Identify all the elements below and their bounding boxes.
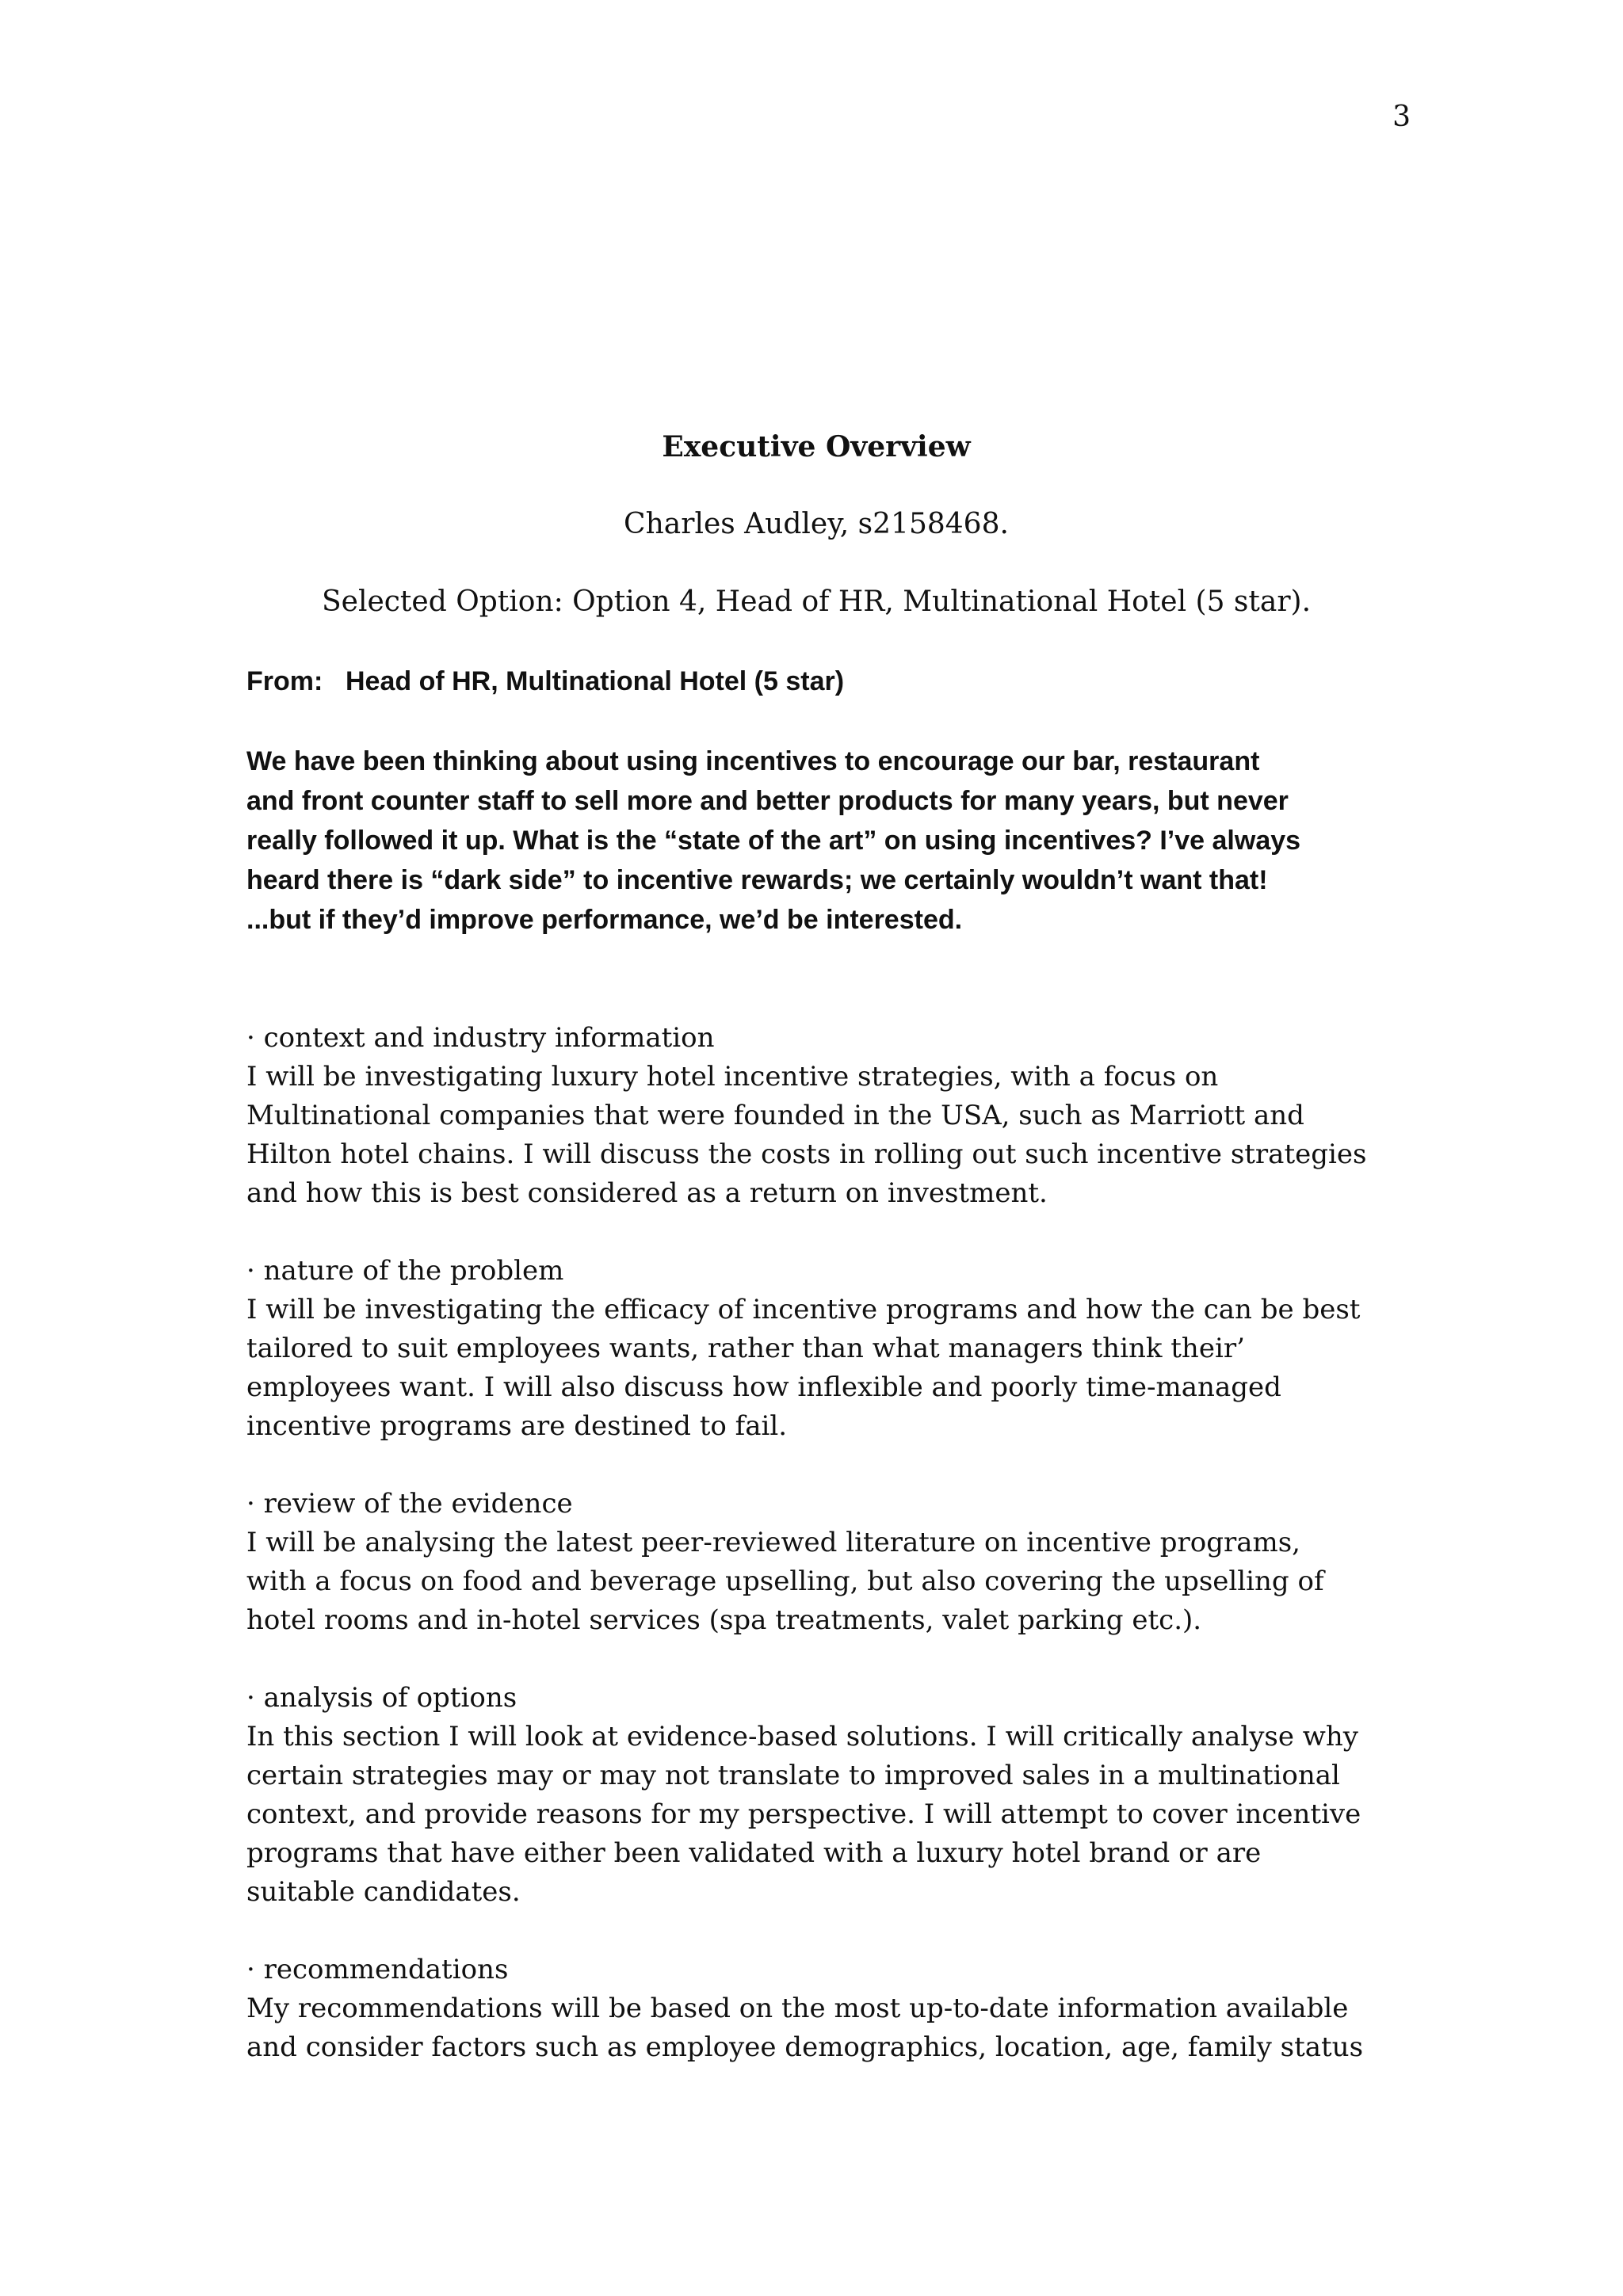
section-recommendations — [246, 1951, 1403, 2067]
section-line: I will be investigating luxury hotel incentive strategies, with a focus on — [246, 1061, 1219, 1093]
section-heading: · nature of the problem — [246, 1255, 564, 1287]
brief-line: We have been thinking about using incentives to encourage our bar, restaurant — [246, 746, 1260, 776]
section-heading: · analysis of options — [246, 1682, 517, 1714]
brief-line: heard there is “dark side” to incentive rewards; we certainly wouldn’t want that! — [246, 865, 1268, 895]
section-line: suitable candidates. — [246, 1876, 521, 1908]
author-line: Charles Audley, s2158468. — [624, 508, 1009, 540]
section-heading: · recommendations — [246, 1954, 509, 1985]
brief-line: ...but if they’d improve performance, we’d be interested. — [246, 905, 963, 935]
section-line: certain strategies may or may not translate to improved sales in a multinational — [246, 1760, 1340, 1791]
section-line: hotel rooms and in-hotel services (spa treatments, valet parking etc.). — [246, 1604, 1202, 1636]
section-context — [246, 1019, 1403, 1213]
brief-line: really followed it up. What is the “state of the art” on using incentives? I’ve always — [246, 826, 1301, 856]
page-number: 3 — [1392, 101, 1411, 133]
section-options — [246, 1679, 1403, 1912]
section-line: In this section I will look at evidence-based solutions. I will critically analyse why — [246, 1721, 1359, 1753]
section-line: with a focus on food and beverage upselling, but also covering the upselling of — [246, 1566, 1324, 1597]
section-heading: · review of the evidence — [246, 1488, 573, 1520]
section-line: Multinational companies that were founded in the USA, such as Marriott and — [246, 1100, 1304, 1131]
section-line: My recommendations will be based on the most up-to-date information available — [246, 1993, 1349, 2024]
section-line: Hilton hotel chains. I will discuss the costs in rolling out such incentive strategies — [246, 1138, 1367, 1170]
section-line: employees want. I will also discuss how inflexible and poorly time-managed — [246, 1371, 1281, 1403]
section-line: incentive programs are destined to fail. — [246, 1410, 788, 1442]
section-line: and consider factors such as employee demographics, location, age, family status — [246, 2031, 1364, 2063]
brief-line: and front counter staff to sell more and better products for many years, but never — [246, 786, 1289, 816]
section-line: I will be investigating the efficacy of incentive programs and how the can be best — [246, 1294, 1361, 1325]
section-line: and how this is best considered as a return on investment. — [246, 1177, 1048, 1209]
section-evidence — [246, 1485, 1403, 1640]
section-problem — [246, 1252, 1403, 1446]
from-value: Head of HR, Multinational Hotel (5 star) — [346, 666, 845, 696]
overview-sections — [246, 1019, 1403, 2106]
selected-option: Selected Option: Option 4, Head of HR, Multinational Hotel (5 star). — [321, 585, 1312, 618]
from-label: From: — [246, 666, 323, 696]
section-heading: · context and industry information — [246, 1022, 715, 1054]
section-line: tailored to suit employees wants, rather than what managers think their’ — [246, 1333, 1245, 1364]
page-title: Executive Overview — [662, 430, 971, 463]
section-line: I will be analysing the latest peer-reviewed literature on incentive programs, — [246, 1527, 1300, 1558]
section-line: context, and provide reasons for my perspective. I will attempt to cover incentive — [246, 1798, 1361, 1830]
from-line — [246, 662, 1403, 700]
section-line: programs that have either been validated with a luxury hotel brand or are — [246, 1837, 1262, 1869]
brief-text — [246, 742, 1403, 940]
